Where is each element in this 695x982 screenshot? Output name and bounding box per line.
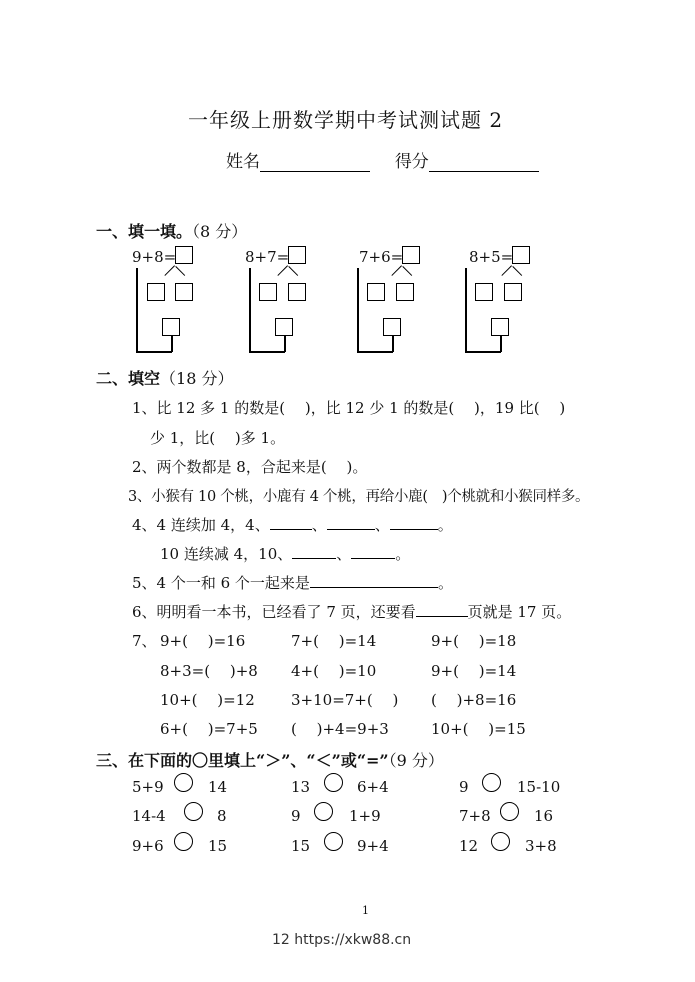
question-4-line-2: 10 连续减 4，10、 、 。 xyxy=(160,545,411,563)
equation-text: 7+6= xyxy=(359,248,404,266)
bracket-line xyxy=(284,336,286,352)
split-line-left xyxy=(501,265,512,276)
comparison-circle[interactable] xyxy=(491,832,510,851)
comparison-left: 14-4 xyxy=(132,807,166,825)
question-4-line-1: 4、4 连续加 4，4、 、 、 。 xyxy=(132,516,453,534)
name-field xyxy=(226,147,539,172)
sum-box[interactable] xyxy=(383,318,401,336)
comparison-circle[interactable] xyxy=(500,802,519,821)
comparison-right: 9+4 xyxy=(357,837,389,855)
equation: 6+( )=7+5 xyxy=(160,720,258,738)
part-box-left[interactable] xyxy=(367,283,385,301)
footer-watermark: 12 https://xkw88.cn xyxy=(272,932,412,948)
comparison-right: 15 xyxy=(208,837,228,855)
comparison-left: 9 xyxy=(459,778,469,796)
comparison-right: 16 xyxy=(534,807,554,825)
question-1-line-2: 少 1，比( )多 1。 xyxy=(150,429,286,447)
comparison-left: 9+6 xyxy=(132,837,164,855)
question-1-line-1: 1、比 12 多 1 的数是( )，比 12 少 1 的数是( )，19 比( ) xyxy=(132,399,566,417)
page-number: 1 xyxy=(362,904,369,917)
comparison-right: 3+8 xyxy=(525,837,557,855)
equation: ( )+4=9+3 xyxy=(291,720,389,738)
question-7-label: 7、 xyxy=(132,632,157,650)
bracket-line xyxy=(392,336,394,352)
comparison-left: 7+8 xyxy=(459,807,491,825)
split-line-right xyxy=(288,266,298,276)
comparison-right: 1+9 xyxy=(349,807,381,825)
sum-box[interactable] xyxy=(491,318,509,336)
equation: 10+( )=15 xyxy=(431,720,526,738)
equation: 3+10=7+( ) xyxy=(291,691,399,709)
split-line-right xyxy=(402,266,412,276)
part-box-left[interactable] xyxy=(147,283,165,301)
bracket-line xyxy=(171,336,173,352)
answer-blank[interactable] xyxy=(351,544,395,559)
answer-box[interactable] xyxy=(512,246,530,264)
comparison-circle[interactable] xyxy=(324,832,343,851)
answer-blank[interactable] xyxy=(270,515,312,530)
comparison-circle[interactable] xyxy=(324,773,343,792)
sum-box[interactable] xyxy=(275,318,293,336)
answer-blank[interactable] xyxy=(416,602,468,617)
answer-box[interactable] xyxy=(288,246,306,264)
split-line-left xyxy=(277,265,288,276)
comparison-circle[interactable] xyxy=(174,773,193,792)
name-label: 姓名 xyxy=(226,152,260,172)
bracket-line xyxy=(500,336,502,352)
part-box-right[interactable] xyxy=(175,283,193,301)
answer-box[interactable] xyxy=(402,246,420,264)
equation: 8+3=( )+8 xyxy=(160,662,258,680)
equation: 9+( )=18 xyxy=(431,632,517,650)
comparison-circle[interactable] xyxy=(184,802,203,821)
comparison-right: 6+4 xyxy=(357,778,389,796)
comparison-right: 14 xyxy=(208,778,228,796)
bracket-line xyxy=(357,268,359,352)
split-line-right xyxy=(512,266,522,276)
equation: 10+( )=12 xyxy=(160,691,255,709)
equation-text: 8+7= xyxy=(245,248,290,266)
bracket-line xyxy=(249,351,285,353)
answer-blank[interactable] xyxy=(390,515,438,530)
part-box-right[interactable] xyxy=(504,283,522,301)
page-title: 一年级上册数学期中考试测试题 2 xyxy=(188,108,504,132)
question-2: 2、两个数都是 8，合起来是( )。 xyxy=(132,458,368,476)
answer-blank[interactable] xyxy=(310,573,438,588)
section1-heading: 一、填一填。（8 分） xyxy=(96,222,248,241)
question-3: 3、小猴有 10 个桃，小鹿有 4 个桃，再给小鹿( )个桃就和小猴同样多。 xyxy=(128,489,590,505)
part-box-left[interactable] xyxy=(475,283,493,301)
answer-blank[interactable] xyxy=(327,515,375,530)
bracket-line xyxy=(136,268,138,352)
split-line-left xyxy=(391,265,402,276)
split-line-right xyxy=(175,266,185,276)
equation: 7+( )=14 xyxy=(291,632,377,650)
bracket-line xyxy=(465,268,467,352)
score-blank xyxy=(429,154,539,172)
comparison-right: 8 xyxy=(217,807,227,825)
equation: 9+( )=16 xyxy=(160,632,246,650)
answer-blank[interactable] xyxy=(292,544,336,559)
equation: 9+( )=14 xyxy=(431,662,517,680)
equation: 4+( )=10 xyxy=(291,662,377,680)
part-box-right[interactable] xyxy=(288,283,306,301)
comparison-left: 13 xyxy=(291,778,311,796)
answer-box[interactable] xyxy=(175,246,193,264)
equation-text: 8+5= xyxy=(469,248,514,266)
section2-heading: 二、填空（18 分） xyxy=(96,369,234,388)
question-5: 5、4 个一和 6 个一起来是 。 xyxy=(132,574,453,592)
bracket-line xyxy=(249,268,251,352)
sum-box[interactable] xyxy=(162,318,180,336)
comparison-circle[interactable] xyxy=(174,832,193,851)
part-box-left[interactable] xyxy=(259,283,277,301)
bracket-line xyxy=(357,351,393,353)
score-label: 得分 xyxy=(394,152,429,172)
question-6: 6、明明看一本书，已经看了 7 页，还要看 页就是 17 页。 xyxy=(132,603,572,621)
comparison-circle[interactable] xyxy=(482,773,501,792)
bracket-line xyxy=(465,351,501,353)
comparison-left: 15 xyxy=(291,837,311,855)
name-blank xyxy=(260,154,370,172)
comparison-left: 9 xyxy=(291,807,301,825)
comparison-left: 5+9 xyxy=(132,778,164,796)
comparison-circle[interactable] xyxy=(314,802,333,821)
equation: ( )+8=16 xyxy=(431,691,517,709)
equation-text: 9+8= xyxy=(132,248,177,266)
split-line-left xyxy=(164,265,175,276)
part-box-right[interactable] xyxy=(396,283,414,301)
comparison-left: 12 xyxy=(459,837,479,855)
bracket-line xyxy=(136,351,172,353)
comparison-right: 15-10 xyxy=(517,778,561,796)
section3-heading: 三、在下面的〇里填上“＞”、“＜”或“=”（9 分） xyxy=(96,751,444,770)
